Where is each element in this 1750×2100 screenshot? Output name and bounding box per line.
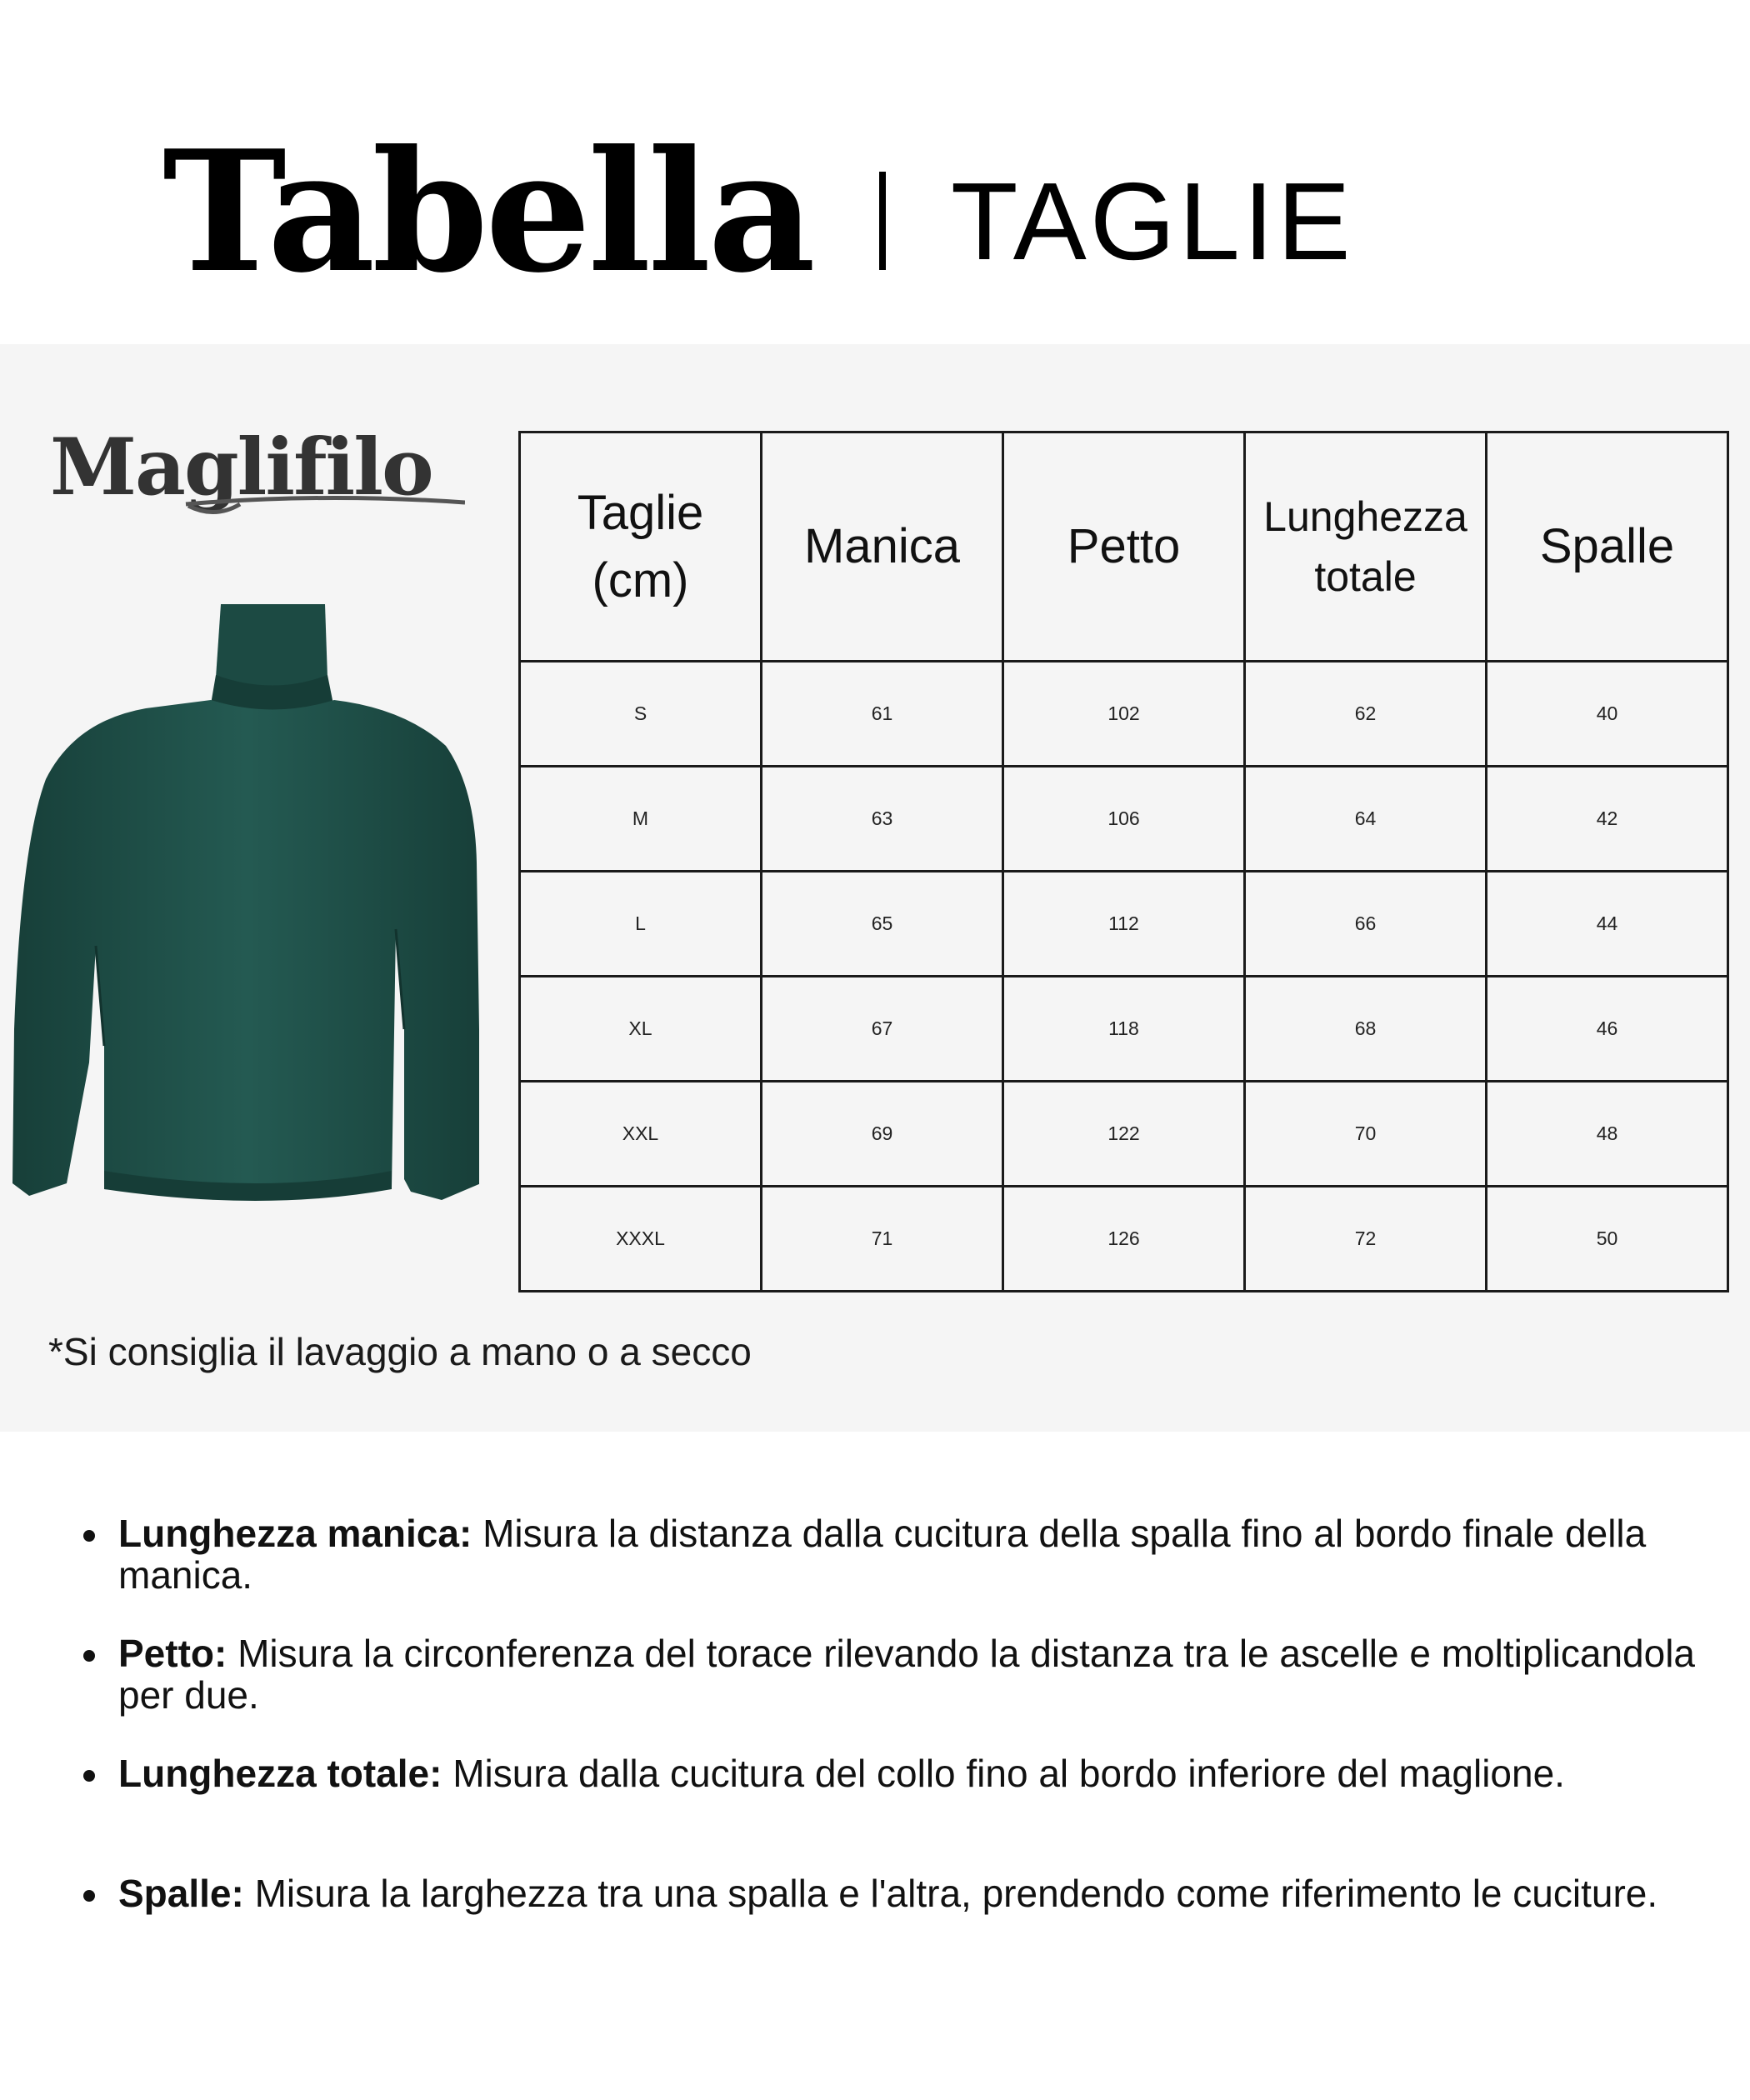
table-cell: 50	[1487, 1187, 1728, 1292]
table-cell: 72	[1245, 1187, 1487, 1292]
guide-term: Spalle:	[118, 1872, 244, 1915]
size-table	[518, 431, 1729, 1292]
header-petto: Petto	[1003, 432, 1245, 662]
title-subtitle: TAGLIE	[950, 159, 1354, 282]
bullet-icon	[83, 1770, 95, 1782]
list-item	[83, 1752, 1717, 1794]
table-row	[520, 767, 1728, 872]
bullet-icon	[83, 1650, 95, 1662]
title-main: Tabella	[162, 114, 812, 310]
header-spalle: Spalle	[1487, 432, 1728, 662]
bullet-icon	[83, 1530, 95, 1542]
table-header-row	[520, 432, 1728, 662]
table-cell: 48	[1487, 1082, 1728, 1187]
table-cell: 40	[1487, 662, 1728, 767]
table-cell: 102	[1003, 662, 1245, 767]
table-cell: 122	[1003, 1082, 1245, 1187]
list-item	[83, 1512, 1717, 1596]
header-taglie: Taglie (cm)	[520, 432, 762, 662]
table-cell: M	[520, 767, 762, 872]
list-item	[83, 1872, 1717, 1914]
table-row	[520, 662, 1728, 767]
table-cell: 66	[1245, 872, 1487, 977]
care-note: *Si consiglia il lavaggio a mano o a secco	[48, 1330, 752, 1373]
bullet-icon	[83, 1890, 95, 1902]
title-separator	[879, 172, 886, 270]
header-lunghezza-totale: Lunghezza totale	[1245, 432, 1487, 662]
table-cell: 69	[762, 1082, 1003, 1187]
table-cell: 64	[1245, 767, 1487, 872]
table-cell: 118	[1003, 977, 1245, 1082]
table-cell: 68	[1245, 977, 1487, 1082]
table-cell: 46	[1487, 977, 1728, 1082]
list-item	[83, 1632, 1717, 1716]
turtleneck-sweater-icon	[12, 596, 479, 1212]
table-cell: 62	[1245, 662, 1487, 767]
table-cell: 71	[762, 1187, 1003, 1292]
table-cell: 42	[1487, 767, 1728, 872]
header-manica: Manica	[762, 432, 1003, 662]
guide-term: Lunghezza totale:	[118, 1752, 442, 1795]
guide-text: Misura dalla cucitura del collo fino al bordo inferiore del maglione.	[442, 1752, 1565, 1795]
table-cell: 65	[762, 872, 1003, 977]
guide-text: Misura la distanza dalla cucitura della spalla fino al bordo finale della manica.	[118, 1512, 1647, 1597]
table-cell: S	[520, 662, 762, 767]
table-cell: 63	[762, 767, 1003, 872]
guide-text: Misura la circonferenza del torace rilevando la distanza tra le ascelle e moltiplicandola per due.	[118, 1632, 1696, 1717]
table-row	[520, 872, 1728, 977]
guide-text: Misura la larghezza tra una spalla e l'altra, prendendo come riferimento le cuciture.	[243, 1872, 1658, 1915]
table-cell: L	[520, 872, 762, 977]
table-row	[520, 977, 1728, 1082]
table-row	[520, 1187, 1728, 1292]
table-cell: 112	[1003, 872, 1245, 977]
table-cell: 44	[1487, 872, 1728, 977]
brand-logo	[48, 421, 465, 521]
table-cell: 67	[762, 977, 1003, 1082]
table-cell: XL	[520, 977, 762, 1082]
brand-logo-text: Maglifilo	[50, 422, 432, 513]
table-cell: 106	[1003, 767, 1245, 872]
table-cell: 61	[762, 662, 1003, 767]
table-cell: 70	[1245, 1082, 1487, 1187]
guide-term: Petto:	[118, 1632, 228, 1675]
measurement-guide	[83, 1512, 1717, 1992]
table-cell: 126	[1003, 1187, 1245, 1292]
table-row	[520, 1082, 1728, 1187]
guide-term: Lunghezza manica:	[118, 1512, 472, 1555]
table-cell: XXL	[520, 1082, 762, 1187]
page-title	[162, 114, 1354, 310]
table-cell: XXXL	[520, 1187, 762, 1292]
